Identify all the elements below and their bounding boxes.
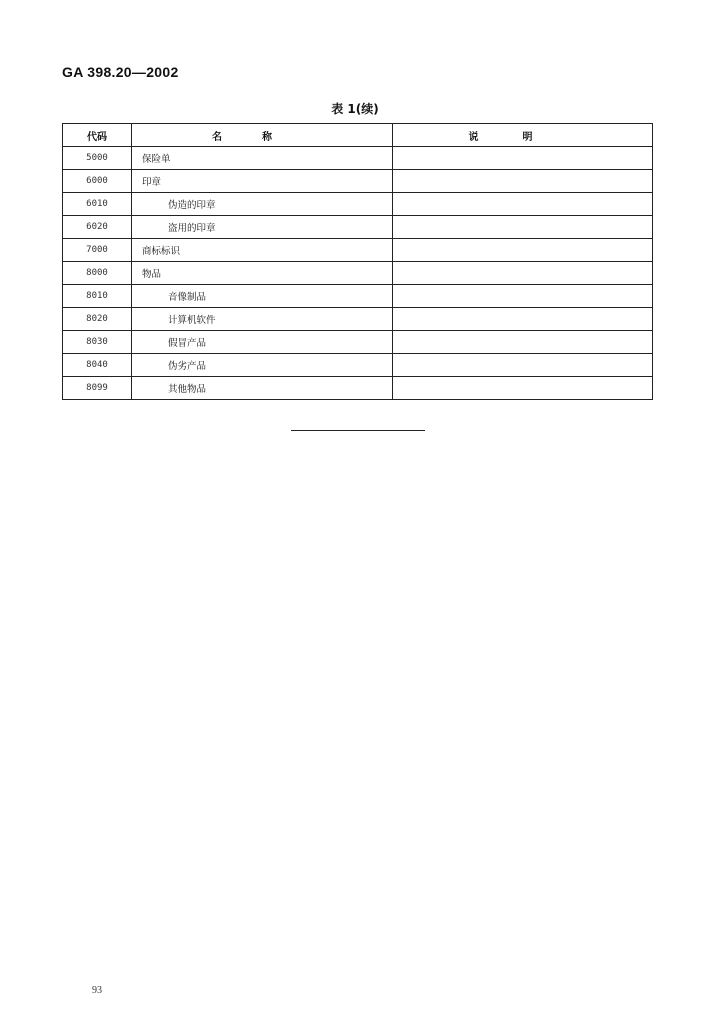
table-row xyxy=(63,239,653,262)
row-name: 伪造的印章 xyxy=(132,193,393,216)
row-description xyxy=(393,147,653,170)
table-row xyxy=(63,170,653,193)
row-description xyxy=(393,170,653,193)
row-name: 计算机软件 xyxy=(132,308,393,331)
row-description xyxy=(393,262,653,285)
row-description xyxy=(393,354,653,377)
standard-number: GA 398.20—2002 xyxy=(62,64,179,80)
column-header-code: 代码 xyxy=(63,124,132,147)
page-number: 93 xyxy=(92,985,102,996)
row-code: 8099 xyxy=(63,377,132,400)
row-description xyxy=(393,216,653,239)
row-name: 物品 xyxy=(132,262,393,285)
row-code: 6000 xyxy=(63,170,132,193)
table-row xyxy=(63,193,653,216)
row-name: 其他物品 xyxy=(132,377,393,400)
code-table xyxy=(62,123,653,400)
row-code: 6010 xyxy=(63,193,132,216)
row-name: 盗用的印章 xyxy=(132,216,393,239)
row-code: 5000 xyxy=(63,147,132,170)
row-code: 8040 xyxy=(63,354,132,377)
end-of-standard-rule xyxy=(291,430,425,431)
table-row xyxy=(63,331,653,354)
row-description xyxy=(393,331,653,354)
column-header-name: 名称 xyxy=(132,124,393,147)
table-header-row xyxy=(63,124,653,147)
table-caption: 表 1(续) xyxy=(331,102,379,116)
row-name: 商标标识 xyxy=(132,239,393,262)
row-code: 8000 xyxy=(63,262,132,285)
row-name: 音像制品 xyxy=(132,285,393,308)
table-row xyxy=(63,285,653,308)
row-name: 保险单 xyxy=(132,147,393,170)
row-description xyxy=(393,308,653,331)
row-description xyxy=(393,285,653,308)
column-header-description: 说明 xyxy=(393,124,653,147)
row-code: 8010 xyxy=(63,285,132,308)
table-row xyxy=(63,354,653,377)
table-row xyxy=(63,216,653,239)
row-code: 7000 xyxy=(63,239,132,262)
row-code: 8020 xyxy=(63,308,132,331)
table-row xyxy=(63,262,653,285)
table-row xyxy=(63,377,653,400)
table-row xyxy=(63,308,653,331)
row-name: 印章 xyxy=(132,170,393,193)
row-description xyxy=(393,239,653,262)
row-code: 8030 xyxy=(63,331,132,354)
row-code: 6020 xyxy=(63,216,132,239)
row-description xyxy=(393,377,653,400)
row-description xyxy=(393,193,653,216)
row-name: 假冒产品 xyxy=(132,331,393,354)
row-name: 伪劣产品 xyxy=(132,354,393,377)
table-row xyxy=(63,147,653,170)
